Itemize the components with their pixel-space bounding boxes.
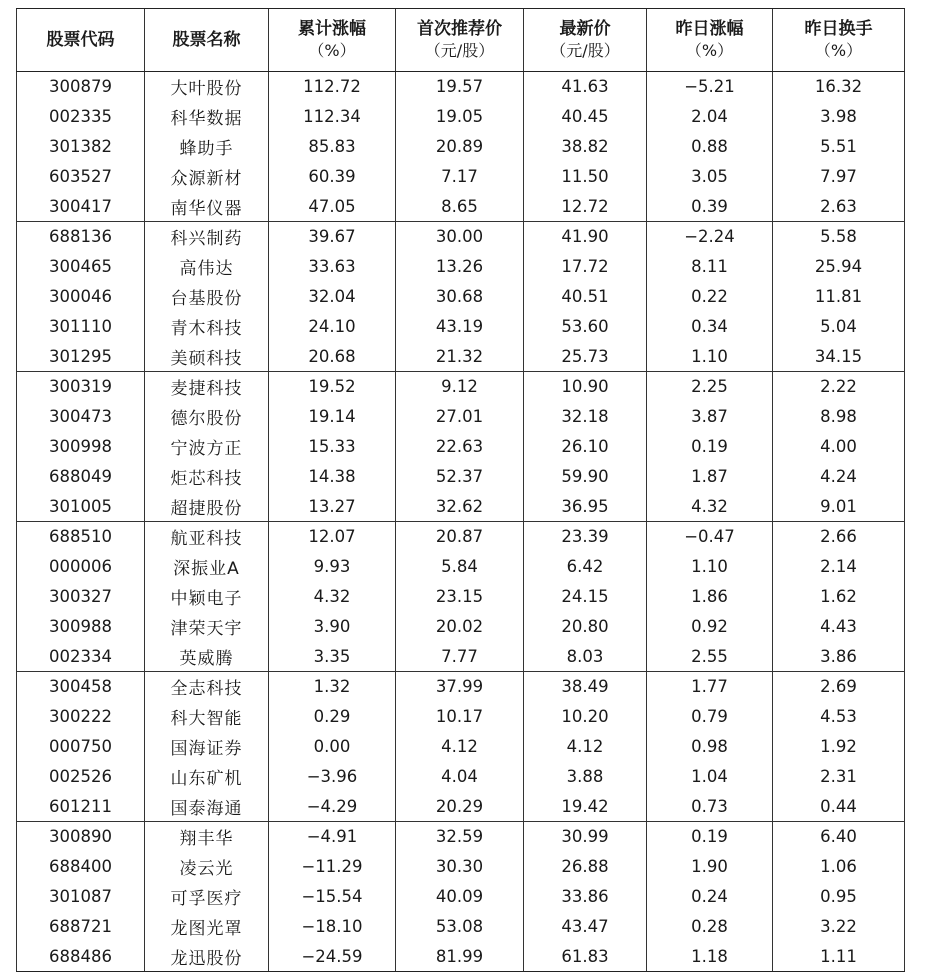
cell-first-recommend-price: 7.77	[396, 641, 524, 671]
cell-first-recommend-price: 4.12	[396, 732, 524, 762]
cell-latest-price: 38.49	[524, 671, 647, 701]
table-row	[17, 732, 905, 762]
cell-stock-name: 超捷股份	[145, 491, 269, 521]
cell-stock-code: 301087	[49, 886, 112, 906]
cell-stock-name: 众源新材	[145, 161, 269, 191]
cell-cumulative-gain: −3.96	[269, 761, 396, 791]
cell-cumulative-gain: 0.00	[269, 732, 396, 762]
cell-latest-price: 26.88	[524, 852, 647, 882]
cell-yesterday-change: 0.19	[647, 432, 773, 462]
cell-yesterday-turnover: 2.63	[773, 191, 905, 221]
cell-latest-price: 10.20	[524, 702, 647, 732]
cell-cumulative-gain: 20.68	[269, 341, 396, 371]
cell-latest-price: 41.63	[524, 72, 647, 102]
cell-cumulative-gain: 3.90	[269, 611, 396, 641]
cell-stock-name: 麦捷科技	[145, 371, 269, 401]
cell-first-recommend-price: 30.00	[396, 221, 524, 251]
cell-first-recommend-price: 19.57	[396, 72, 524, 102]
cell-stock-code: 300988	[49, 616, 112, 636]
cell-cumulative-gain: 15.33	[269, 432, 396, 462]
cell-yesterday-change: 0.92	[647, 611, 773, 641]
cell-stock-name: 高伟达	[145, 252, 269, 282]
cell-latest-price: 20.80	[524, 611, 647, 641]
cell-first-recommend-price: 30.68	[396, 282, 524, 312]
cell-yesterday-change: 2.04	[647, 102, 773, 132]
cell-cumulative-gain: 39.67	[269, 221, 396, 251]
cell-cumulative-gain: 0.29	[269, 702, 396, 732]
cell-stock-name: 台基股份	[145, 282, 269, 312]
cell-yesterday-turnover: 0.44	[773, 791, 905, 821]
cell-first-recommend-price: 20.02	[396, 611, 524, 641]
cell-yesterday-turnover: 1.06	[773, 852, 905, 882]
cell-stock-name: 炬芯科技	[145, 461, 269, 491]
cell-cumulative-gain: 12.07	[269, 521, 396, 551]
cell-yesterday-change: −5.21	[647, 72, 773, 102]
cell-latest-price: 19.42	[524, 791, 647, 821]
cell-cumulative-gain: 1.32	[269, 671, 396, 701]
cell-stock-name: 龙图光罩	[145, 911, 269, 941]
cell-yesterday-change: 3.87	[647, 402, 773, 432]
cell-yesterday-change: 0.28	[647, 911, 773, 941]
cell-stock-code: 300890	[17, 821, 145, 851]
cell-stock-code: 300046	[49, 286, 112, 306]
table-row	[17, 221, 905, 251]
cell-stock-code: 688510	[17, 521, 145, 551]
cell-cumulative-gain: 32.04	[269, 282, 396, 312]
cell-stock-code: 300327	[49, 586, 112, 606]
header-latest-price: 最新价 （元/股）	[524, 9, 647, 72]
cell-cumulative-gain: 24.10	[269, 311, 396, 341]
cell-yesterday-change: 1.10	[647, 552, 773, 582]
cell-latest-price: 26.10	[524, 432, 647, 462]
cell-cumulative-gain: 9.93	[269, 552, 396, 582]
cell-yesterday-change: 4.32	[647, 491, 773, 521]
table-row	[17, 252, 905, 282]
cell-yesterday-change: 0.19	[647, 821, 773, 851]
cell-first-recommend-price: 7.17	[396, 161, 524, 191]
cell-first-recommend-price: 53.08	[396, 911, 524, 941]
cell-yesterday-turnover: 1.11	[773, 941, 905, 971]
cell-yesterday-turnover: 34.15	[773, 341, 905, 371]
table-row	[17, 821, 905, 851]
cell-yesterday-change: 0.34	[647, 311, 773, 341]
cell-stock-name: 德尔股份	[145, 402, 269, 432]
cell-latest-price: 12.72	[524, 191, 647, 221]
cell-cumulative-gain: −4.91	[269, 821, 396, 851]
table-row	[17, 132, 905, 162]
cell-first-recommend-price: 27.01	[396, 402, 524, 432]
stock-table-container	[16, 8, 904, 972]
cell-yesterday-turnover: 2.31	[773, 761, 905, 791]
cell-latest-price: 38.82	[524, 132, 647, 162]
cell-cumulative-gain: 14.38	[269, 461, 396, 491]
table-row	[17, 521, 905, 551]
cell-stock-code: 000750	[49, 736, 112, 756]
cell-cumulative-gain: 85.83	[269, 132, 396, 162]
cell-cumulative-gain: 47.05	[269, 191, 396, 221]
header-stock-name: 股票名称	[145, 9, 269, 72]
cell-yesterday-change: 3.05	[647, 161, 773, 191]
cell-stock-code: 301005	[49, 496, 112, 516]
cell-first-recommend-price: 13.26	[396, 252, 524, 282]
cell-stock-name: 深振业A	[145, 552, 269, 582]
cell-yesterday-change: 0.73	[647, 791, 773, 821]
cell-cumulative-gain: 3.35	[269, 641, 396, 671]
table-row	[17, 582, 905, 612]
cell-yesterday-change: 0.88	[647, 132, 773, 162]
cell-latest-price: 61.83	[524, 941, 647, 971]
cell-yesterday-turnover: 5.04	[773, 311, 905, 341]
cell-yesterday-turnover: 3.86	[773, 641, 905, 671]
cell-stock-code: 300473	[49, 407, 112, 427]
cell-stock-code: 301382	[49, 136, 112, 156]
table-row	[17, 611, 905, 641]
cell-cumulative-gain: −18.10	[269, 911, 396, 941]
cell-stock-name: 翔丰华	[145, 821, 269, 851]
cell-latest-price: 33.86	[524, 882, 647, 912]
cell-yesterday-turnover: 1.62	[773, 582, 905, 612]
table-row	[17, 161, 905, 191]
cell-latest-price: 32.18	[524, 402, 647, 432]
cell-latest-price: 30.99	[524, 821, 647, 851]
cell-stock-name: 宁波方正	[145, 432, 269, 462]
table-row	[17, 552, 905, 582]
cell-yesterday-turnover: 4.53	[773, 702, 905, 732]
cell-first-recommend-price: 20.89	[396, 132, 524, 162]
table-row	[17, 282, 905, 312]
cell-stock-code: 002335	[49, 107, 112, 127]
table-row	[17, 102, 905, 132]
cell-stock-name: 凌云光	[145, 852, 269, 882]
cell-first-recommend-price: 5.84	[396, 552, 524, 582]
table-row	[17, 641, 905, 671]
cell-yesterday-change: 2.55	[647, 641, 773, 671]
cell-yesterday-turnover: 2.66	[773, 521, 905, 551]
table-row	[17, 671, 905, 701]
cell-yesterday-change: 0.22	[647, 282, 773, 312]
cell-stock-code: 688486	[17, 941, 145, 971]
table-row	[17, 191, 905, 221]
cell-stock-code: 002526	[49, 766, 112, 786]
cell-yesterday-turnover: 2.69	[773, 671, 905, 701]
table-row	[17, 761, 905, 791]
cell-first-recommend-price: 52.37	[396, 461, 524, 491]
cell-stock-name: 全志科技	[145, 671, 269, 701]
cell-stock-code: 300222	[49, 707, 112, 727]
cell-yesterday-turnover: 2.14	[773, 552, 905, 582]
cell-first-recommend-price: 21.32	[396, 341, 524, 371]
cell-latest-price: 10.90	[524, 371, 647, 401]
cell-first-recommend-price: 43.19	[396, 311, 524, 341]
cell-cumulative-gain: 33.63	[269, 252, 396, 282]
cell-cumulative-gain: 19.52	[269, 371, 396, 401]
cell-stock-code: 300417	[49, 196, 112, 216]
cell-latest-price: 4.12	[524, 732, 647, 762]
cell-first-recommend-price: 20.87	[396, 521, 524, 551]
table-row	[17, 402, 905, 432]
cell-yesterday-turnover: 1.92	[773, 732, 905, 762]
cell-cumulative-gain: 112.34	[269, 102, 396, 132]
cell-latest-price: 3.88	[524, 761, 647, 791]
cell-yesterday-change: −0.47	[647, 521, 773, 551]
header-yesterday-turnover: 昨日换手 （%）	[773, 9, 905, 72]
cell-latest-price: 40.45	[524, 102, 647, 132]
cell-latest-price: 40.51	[524, 282, 647, 312]
table-row	[17, 72, 905, 102]
cell-yesterday-change: −2.24	[647, 221, 773, 251]
cell-yesterday-change: 1.90	[647, 852, 773, 882]
cell-yesterday-change: 0.79	[647, 702, 773, 732]
cell-latest-price: 53.60	[524, 311, 647, 341]
cell-yesterday-turnover: 4.24	[773, 461, 905, 491]
cell-yesterday-turnover: 16.32	[773, 72, 905, 102]
cell-first-recommend-price: 19.05	[396, 102, 524, 132]
cell-yesterday-turnover: 3.22	[773, 911, 905, 941]
cell-yesterday-change: 1.77	[647, 671, 773, 701]
table-row	[17, 941, 905, 971]
cell-cumulative-gain: 19.14	[269, 402, 396, 432]
cell-stock-code: 300465	[49, 257, 112, 277]
cell-stock-name: 可孚医疗	[145, 882, 269, 912]
cell-yesterday-change: 1.04	[647, 761, 773, 791]
table-row	[17, 791, 905, 821]
cell-stock-code: 688400	[49, 857, 112, 877]
cell-latest-price: 25.73	[524, 341, 647, 371]
cell-yesterday-turnover: 8.98	[773, 402, 905, 432]
table-header	[17, 9, 905, 72]
cell-yesterday-turnover: 6.40	[773, 821, 905, 851]
cell-stock-name: 科兴制药	[145, 221, 269, 251]
cell-latest-price: 8.03	[524, 641, 647, 671]
table-row	[17, 702, 905, 732]
header-row	[17, 9, 905, 72]
cell-stock-code: 301110	[49, 316, 112, 336]
cell-yesterday-change: 8.11	[647, 252, 773, 282]
cell-latest-price: 17.72	[524, 252, 647, 282]
table-row	[17, 371, 905, 401]
cell-first-recommend-price: 30.30	[396, 852, 524, 882]
cell-yesterday-turnover: 0.95	[773, 882, 905, 912]
cell-stock-name: 津荣天宇	[145, 611, 269, 641]
header-stock-code: 股票代码	[17, 9, 145, 72]
cell-stock-code: 688721	[49, 916, 112, 936]
cell-cumulative-gain: 4.32	[269, 582, 396, 612]
header-cumulative-gain: 累计涨幅 （%）	[269, 9, 396, 72]
cell-yesterday-turnover: 7.97	[773, 161, 905, 191]
cell-stock-name: 航亚科技	[145, 521, 269, 551]
cell-yesterday-change: 0.39	[647, 191, 773, 221]
cell-yesterday-turnover: 4.00	[773, 432, 905, 462]
cell-stock-code: 300319	[17, 371, 145, 401]
cell-stock-code: 601211	[49, 796, 112, 816]
cell-first-recommend-price: 9.12	[396, 371, 524, 401]
cell-first-recommend-price: 37.99	[396, 671, 524, 701]
cell-stock-name: 山东矿机	[145, 761, 269, 791]
cell-stock-name: 中颖电子	[145, 582, 269, 612]
cell-latest-price: 6.42	[524, 552, 647, 582]
cell-stock-code: 688049	[49, 466, 112, 486]
cell-yesterday-change: 1.10	[647, 341, 773, 371]
cell-first-recommend-price: 40.09	[396, 882, 524, 912]
cell-stock-name: 国海证券	[145, 732, 269, 762]
cell-stock-name: 科华数据	[145, 102, 269, 132]
cell-yesterday-turnover: 3.98	[773, 102, 905, 132]
cell-latest-price: 41.90	[524, 221, 647, 251]
cell-stock-code: 603527	[49, 166, 112, 186]
cell-yesterday-change: 1.18	[647, 941, 773, 971]
cell-latest-price: 24.15	[524, 582, 647, 612]
cell-stock-code: 688136	[17, 221, 145, 251]
cell-cumulative-gain: −15.54	[269, 882, 396, 912]
table-row	[17, 911, 905, 941]
table-row	[17, 852, 905, 882]
cell-first-recommend-price: 20.29	[396, 791, 524, 821]
cell-first-recommend-price: 4.04	[396, 761, 524, 791]
cell-stock-name: 美硕科技	[145, 341, 269, 371]
table-row	[17, 432, 905, 462]
header-yesterday-change: 昨日涨幅 （%）	[647, 9, 773, 72]
cell-stock-name: 大叶股份	[145, 72, 269, 102]
cell-cumulative-gain: 60.39	[269, 161, 396, 191]
cell-first-recommend-price: 81.99	[396, 941, 524, 971]
cell-stock-name: 英威腾	[145, 641, 269, 671]
cell-first-recommend-price: 23.15	[396, 582, 524, 612]
cell-yesterday-change: 0.98	[647, 732, 773, 762]
cell-latest-price: 23.39	[524, 521, 647, 551]
cell-cumulative-gain: −4.29	[269, 791, 396, 821]
cell-first-recommend-price: 10.17	[396, 702, 524, 732]
cell-yesterday-change: 0.24	[647, 882, 773, 912]
cell-cumulative-gain: −11.29	[269, 852, 396, 882]
table-row	[17, 341, 905, 371]
cell-stock-code: 300458	[17, 671, 145, 701]
cell-yesterday-turnover: 2.22	[773, 371, 905, 401]
cell-stock-name: 龙迅股份	[145, 941, 269, 971]
cell-stock-name: 青木科技	[145, 311, 269, 341]
cell-stock-name: 南华仪器	[145, 191, 269, 221]
cell-stock-name: 科大智能	[145, 702, 269, 732]
header-first-recommend-price: 首次推荐价 （元/股）	[396, 9, 524, 72]
cell-latest-price: 43.47	[524, 911, 647, 941]
cell-cumulative-gain: 13.27	[269, 491, 396, 521]
stock-recommendation-table	[16, 8, 905, 972]
cell-yesterday-change: 2.25	[647, 371, 773, 401]
cell-stock-code: 000006	[49, 557, 112, 577]
cell-first-recommend-price: 32.59	[396, 821, 524, 851]
cell-yesterday-turnover: 5.51	[773, 132, 905, 162]
cell-stock-code: 301295	[49, 346, 112, 366]
table-body	[17, 72, 905, 972]
cell-latest-price: 59.90	[524, 461, 647, 491]
cell-latest-price: 36.95	[524, 491, 647, 521]
cell-stock-name: 国泰海通	[145, 791, 269, 821]
cell-cumulative-gain: 112.72	[269, 72, 396, 102]
cell-stock-code: 002334	[49, 646, 112, 666]
table-row	[17, 491, 905, 521]
cell-stock-code: 300879	[49, 77, 112, 97]
cell-yesterday-turnover: 9.01	[773, 491, 905, 521]
cell-first-recommend-price: 32.62	[396, 491, 524, 521]
cell-cumulative-gain: −24.59	[269, 941, 396, 971]
cell-first-recommend-price: 8.65	[396, 191, 524, 221]
cell-yesterday-turnover: 5.58	[773, 221, 905, 251]
cell-yesterday-turnover: 25.94	[773, 252, 905, 282]
cell-stock-name: 蜂助手	[145, 132, 269, 162]
cell-first-recommend-price: 22.63	[396, 432, 524, 462]
cell-stock-code: 300998	[49, 436, 112, 456]
cell-yesterday-change: 1.87	[647, 461, 773, 491]
cell-yesterday-turnover: 4.43	[773, 611, 905, 641]
cell-latest-price: 11.50	[524, 161, 647, 191]
cell-yesterday-change: 1.86	[647, 582, 773, 612]
table-row	[17, 311, 905, 341]
table-row	[17, 882, 905, 912]
table-row	[17, 461, 905, 491]
cell-yesterday-turnover: 11.81	[773, 282, 905, 312]
